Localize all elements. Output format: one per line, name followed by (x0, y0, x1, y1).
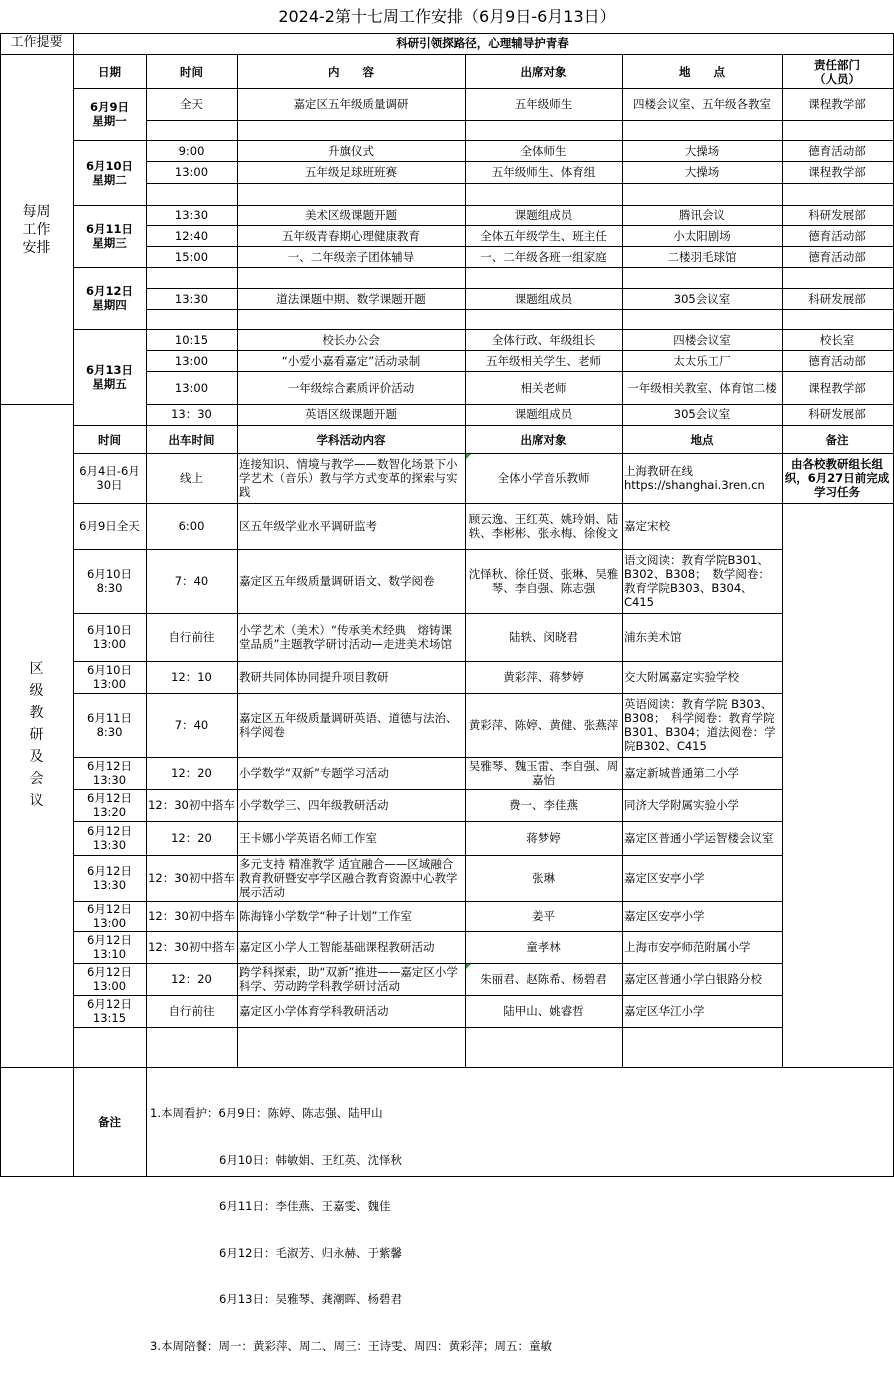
research-attendees: 吴雅琴、魏玉雷、李自强、周嘉怡 (468, 759, 619, 787)
research-time: 6月12日 13:30 (87, 759, 132, 787)
research-attendees: 陆甲山、姚睿哲 (503, 1004, 584, 1018)
research-content: 连接知识、情境与教学——数智化场景下小学艺术（音乐）教与学方式变革的探索与实践 (239, 457, 458, 499)
grid-line (0, 54, 894, 55)
research-place: 同济大学附属实验小学 (624, 798, 739, 812)
research-time: 6月12日 13:00 (87, 965, 132, 993)
weekly-time: 10:15 (174, 332, 209, 347)
weekly-time: 13:00 (174, 353, 209, 368)
research-time: 6月9日全天 (79, 519, 140, 533)
grid-line (73, 693, 783, 694)
research-depart: 7：40 (174, 574, 209, 588)
research-depart: 自行前往 (168, 630, 215, 644)
grid-line (0, 404, 73, 405)
weekly-place: 四楼会议室 (673, 332, 731, 347)
weekly-dept: 课程教学部 (808, 97, 866, 111)
grid-line (0, 33, 894, 34)
summary-label: 工作提要 (10, 35, 63, 50)
notes-label: 备注 (98, 1115, 121, 1129)
research-content: 跨学科探索，助“双新”推进——嘉定区小学科学、劳动跨学科教学研讨活动 (239, 965, 458, 993)
grid-line (146, 183, 894, 184)
research-content: 嘉定区小学人工智能基础课程教研活动 (239, 940, 435, 954)
research-attendees: 顾云逸、王红英、姚玲娟、陆轶、李彬彬、张永梅、徐俊文 (468, 512, 619, 540)
day-date: 6月12日 星期四 (85, 284, 133, 312)
weekly-attendees: 五年级师生、体育组 (491, 165, 596, 179)
research-section-label: 区 级 教 研 及 会 议 (29, 661, 44, 809)
weekly-attendees: 全体行政、年级组长 (491, 332, 596, 347)
notes-text (150, 1075, 790, 1385)
weekly-attendees: 课题组成员 (514, 208, 573, 222)
grid-line (73, 329, 894, 330)
research-time: 6月11日 8:30 (87, 711, 132, 739)
weekly-content: 五年级青春期心理健康教育 (282, 228, 420, 243)
weekly-attendees: 课题组成员 (514, 407, 573, 421)
research-depart: 自行前往 (168, 1004, 215, 1018)
weekly-dept: 德育活动部 (808, 228, 866, 243)
weekly-place: 大操场 (684, 143, 720, 158)
research-time: 6月10日 8:30 (87, 567, 132, 595)
grid-line (73, 1027, 783, 1028)
research-header-time: 时间 (98, 432, 121, 447)
notes-line: 6月13日：吴雅琴、龚潮晖、杨碧君 (150, 1292, 402, 1306)
weekly-dept: 科研发展部 (808, 208, 866, 222)
research-time: 6月12日 13:30 (87, 824, 132, 852)
research-header-remark: 备注 (825, 432, 849, 447)
research-content: 教研共同体协同提升项目教研 (239, 670, 389, 684)
grid-line (73, 267, 894, 268)
research-content: 嘉定区五年级质量调研英语、道德与法治、科学阅卷 (239, 711, 458, 739)
research-attendees: 黄彩萍、陈婷、黄健、张燕萍 (468, 718, 619, 732)
grid-line (0, 33, 1, 1177)
research-place: 上海教研在线 https://shanghai.3ren.cn (624, 464, 765, 492)
research-content: 陈海锋小学数学“种子计划”工作室 (239, 909, 412, 923)
research-place: 交大附属嘉定实验学校 (624, 670, 739, 684)
research-place: 嘉定区华江小学 (624, 1004, 705, 1018)
weekly-place: 二楼羽毛球馆 (667, 249, 737, 264)
grid-line (146, 350, 894, 351)
research-header-depart: 出车时间 (168, 432, 215, 447)
research-place: 嘉定新城普通第二小学 (624, 766, 739, 780)
weekly-dept: 科研发展部 (808, 291, 866, 306)
grid-line (73, 205, 894, 206)
grid-line (73, 821, 783, 822)
weekly-place: 小太阳剧场 (673, 228, 731, 243)
grid-line (146, 161, 894, 162)
research-place: 浦东美术馆 (624, 630, 682, 644)
research-place: 语文阅读：教育学院B301、B302、B308； 数学阅卷：教育学院B303、B304、C415 (624, 553, 770, 609)
weekly-time: 12:40 (174, 228, 209, 243)
weekly-place: 一年级相关教室、体育馆二楼 (627, 380, 777, 395)
grid-line (73, 789, 783, 790)
weekly-content: 道法课题中期、数学课题开题 (276, 291, 426, 306)
day-date: 6月10日 星期二 (85, 158, 133, 187)
page-title: 2024-2第十七周工作安排（6月9日-6月13日） (278, 7, 616, 26)
weekly-dept: 德育活动部 (808, 249, 866, 264)
weekly-time: 13：30 (171, 407, 212, 421)
research-attendees: 童孝林 (526, 940, 561, 954)
research-place: 嘉定宋校 (624, 519, 670, 533)
grid-line (73, 931, 783, 932)
research-depart: 12：30初中搭车 (148, 909, 235, 923)
weekly-attendees: 课题组成员 (514, 291, 573, 306)
weekly-content: 嘉定区五年级质量调研 (293, 97, 409, 111)
grid-line (146, 404, 894, 405)
research-content: 小学数学三、四年级教研活动 (239, 798, 389, 812)
research-content: 嘉定区五年级质量调研语文、数学阅卷 (239, 574, 435, 588)
weekly-attendees: 全体师生 (520, 143, 567, 158)
weekly-section-label: 每周 工作 安排 (22, 204, 51, 256)
weekly-dept: 校长室 (819, 332, 855, 347)
weekly-place: 305会议室 (673, 291, 731, 306)
weekly-place: 腾讯会议 (679, 208, 725, 222)
grid-line (73, 855, 783, 856)
weekly-header-date: 日期 (98, 64, 121, 79)
research-attendees: 张琳 (532, 871, 555, 885)
research-depart: 12：20 (171, 831, 212, 845)
weekly-attendees: 相关老师 (520, 380, 567, 395)
notes-line: 6月12日：毛淑芳、归永赫、于紫馨 (150, 1245, 402, 1260)
grid-line (146, 288, 894, 289)
weekly-attendees: 五年级相关学生、老师 (486, 353, 601, 368)
grid-line (73, 901, 783, 902)
weekly-content: “小爱小嘉看嘉定”活动录制 (281, 353, 421, 368)
research-depart: 12：30初中搭车 (148, 871, 235, 885)
weekly-header-place: 地 点 (679, 64, 725, 79)
weekly-dept: 科研发展部 (808, 407, 866, 421)
grid-line (73, 453, 894, 454)
research-remark: 由各校教研组长组织，6月27日前完成学习任务 (784, 457, 890, 499)
research-time: 6月4日-6月30日 (79, 464, 140, 492)
research-depart: 12：30初中搭车 (148, 798, 235, 812)
grid-line (73, 661, 783, 662)
weekly-place: 太太乐工厂 (673, 353, 731, 368)
research-depart: 6:00 (178, 519, 205, 533)
research-place: 英语阅读：教育学院 B303、B308； 科学阅卷：教育学院B301、B304；道法阅卷：学院B302、C415 (624, 697, 776, 753)
weekly-place: 大操场 (684, 165, 720, 179)
weekly-time: 13:30 (174, 291, 209, 306)
weekly-dept: 课程教学部 (808, 380, 866, 395)
weekly-time: 13:00 (174, 380, 209, 395)
weekly-content: 一、二年级亲子团体辅导 (287, 249, 415, 264)
research-content: 嘉定区小学体育学科教研活动 (239, 1004, 389, 1018)
research-time: 6月12日 13:10 (87, 933, 132, 961)
research-attendees: 蒋梦婷 (526, 831, 561, 845)
day-date: 6月9日 星期一 (89, 100, 129, 128)
research-attendees: 沈怿秋、徐任贤、张琳、吴雅琴、李自强、陈志强 (468, 567, 619, 595)
research-content: 王卡娜小学英语名师工作室 (239, 831, 377, 845)
weekly-dept: 德育活动部 (808, 143, 866, 158)
weekly-time: 全天 (180, 97, 203, 111)
grid-line (73, 757, 783, 758)
research-content: 小学艺术（美术）“传承美术经典 熔铸课堂品质”主题教学研讨活动—走进美术场馆 (239, 623, 452, 651)
grid-line (73, 995, 783, 996)
weekly-place: 305会议室 (673, 407, 731, 421)
weekly-attendees: 五年级师生 (514, 97, 573, 111)
weekly-dept: 德育活动部 (808, 353, 866, 368)
weekly-content: 美术区级课题开题 (305, 208, 397, 222)
weekly-attendees: 一、二年级各班一组家庭 (480, 249, 607, 264)
weekly-header-time: 时间 (180, 64, 203, 79)
grid-line (73, 963, 783, 964)
research-content: 小学数学“双新”专题学习活动 (239, 766, 389, 780)
research-depart: 12：10 (171, 670, 212, 684)
notes-line: 6月11日：李佳燕、王嘉雯、魏佳 (150, 1199, 391, 1213)
research-time: 6月12日 13:15 (87, 997, 132, 1025)
weekly-time: 9:00 (178, 143, 205, 158)
weekly-header-attendees: 出席对象 (520, 64, 567, 79)
grid-line (73, 613, 783, 614)
comment-marker-icon (466, 964, 471, 969)
weekly-content: 一年级综合素质评价活动 (287, 380, 415, 395)
research-attendees: 全体小学音乐教师 (497, 471, 590, 485)
research-depart: 12：20 (171, 972, 212, 986)
research-depart: 7：40 (174, 718, 209, 732)
research-time: 6月12日 13:00 (87, 902, 132, 930)
notes-line: 1.本周看护：6月9日：陈婷、陈志强、陆甲山 (150, 1106, 383, 1120)
comment-marker-icon (466, 454, 471, 459)
research-attendees: 费一、李佳燕 (509, 798, 578, 812)
research-header-attendees: 出席对象 (520, 432, 567, 447)
research-time: 6月10日 13:00 (87, 623, 132, 651)
summary-text: 科研引领探路径，心理辅导护青春 (396, 36, 569, 50)
research-time: 6月12日 13:30 (87, 864, 132, 892)
research-header-content: 学科活动内容 (316, 432, 386, 447)
research-place: 上海市安亭师范附属小学 (624, 940, 751, 954)
weekly-header-content: 内 容 (328, 64, 374, 79)
research-depart: 线上 (180, 471, 203, 485)
weekly-attendees: 全体五年级学生、班主任 (480, 228, 607, 243)
grid-line (146, 309, 894, 310)
research-depart: 12：20 (171, 766, 212, 780)
weekly-place: 四楼会议室、五年级各教室 (633, 97, 771, 111)
grid-line (73, 88, 894, 89)
weekly-content: 升旗仪式 (328, 143, 374, 158)
research-attendees: 朱丽君、赵陈希、杨碧君 (480, 972, 607, 986)
weekly-header-dept: 责任部门 （人员） (814, 57, 860, 86)
weekly-time: 15:00 (174, 249, 209, 264)
research-place: 嘉定区安亭小学 (624, 871, 705, 885)
grid-line (73, 140, 894, 141)
research-place: 嘉定区普通小学白银路分校 (624, 972, 762, 986)
weekly-content: 英语区级课题开题 (305, 407, 397, 421)
grid-line (73, 503, 894, 504)
research-attendees: 黄彩萍、蒋梦婷 (503, 670, 584, 684)
research-depart: 12：30初中搭车 (148, 940, 235, 954)
research-time: 6月10日 13:00 (87, 663, 132, 691)
grid-line (146, 1067, 147, 1177)
research-attendees: 陆轶、闵晓君 (509, 630, 578, 644)
weekly-content: 五年级足球班班赛 (305, 165, 397, 179)
grid-line (73, 549, 783, 550)
grid-line (146, 246, 894, 247)
research-header-place: 地点 (690, 432, 714, 447)
notes-line: 3.本周陪餐：周一：黄彩萍、周二、周三：王诗雯、周四：黄彩萍；周五：童敏 (150, 1338, 552, 1353)
research-attendees: 姜平 (532, 909, 555, 923)
grid-line (0, 1067, 894, 1068)
weekly-time: 13:30 (174, 208, 209, 222)
weekly-content: 校长办公会 (322, 332, 380, 347)
day-date: 6月11日 星期三 (85, 222, 133, 250)
notes-line: 6月10日：韩敏娟、王红英、沈怿秋 (150, 1152, 402, 1167)
weekly-time: 13:00 (174, 165, 209, 179)
grid-line (146, 120, 894, 121)
grid-line (146, 225, 894, 226)
grid-line (73, 425, 894, 426)
research-content: 区五年级学业水平调研监考 (239, 519, 377, 533)
research-place: 嘉定区普通小学运智楼会议室 (624, 831, 774, 845)
research-time: 6月12日 13:20 (87, 791, 132, 819)
grid-line (146, 371, 894, 372)
research-content: 多元支持 精准教学 适宜融合——区域融合教育教研暨安亭学区融合教育资源中心教学展示活动 (239, 857, 458, 899)
research-place: 嘉定区安亭小学 (624, 909, 705, 923)
day-date: 6月13日 星期五 (85, 362, 133, 391)
weekly-dept: 课程教学部 (808, 165, 866, 179)
